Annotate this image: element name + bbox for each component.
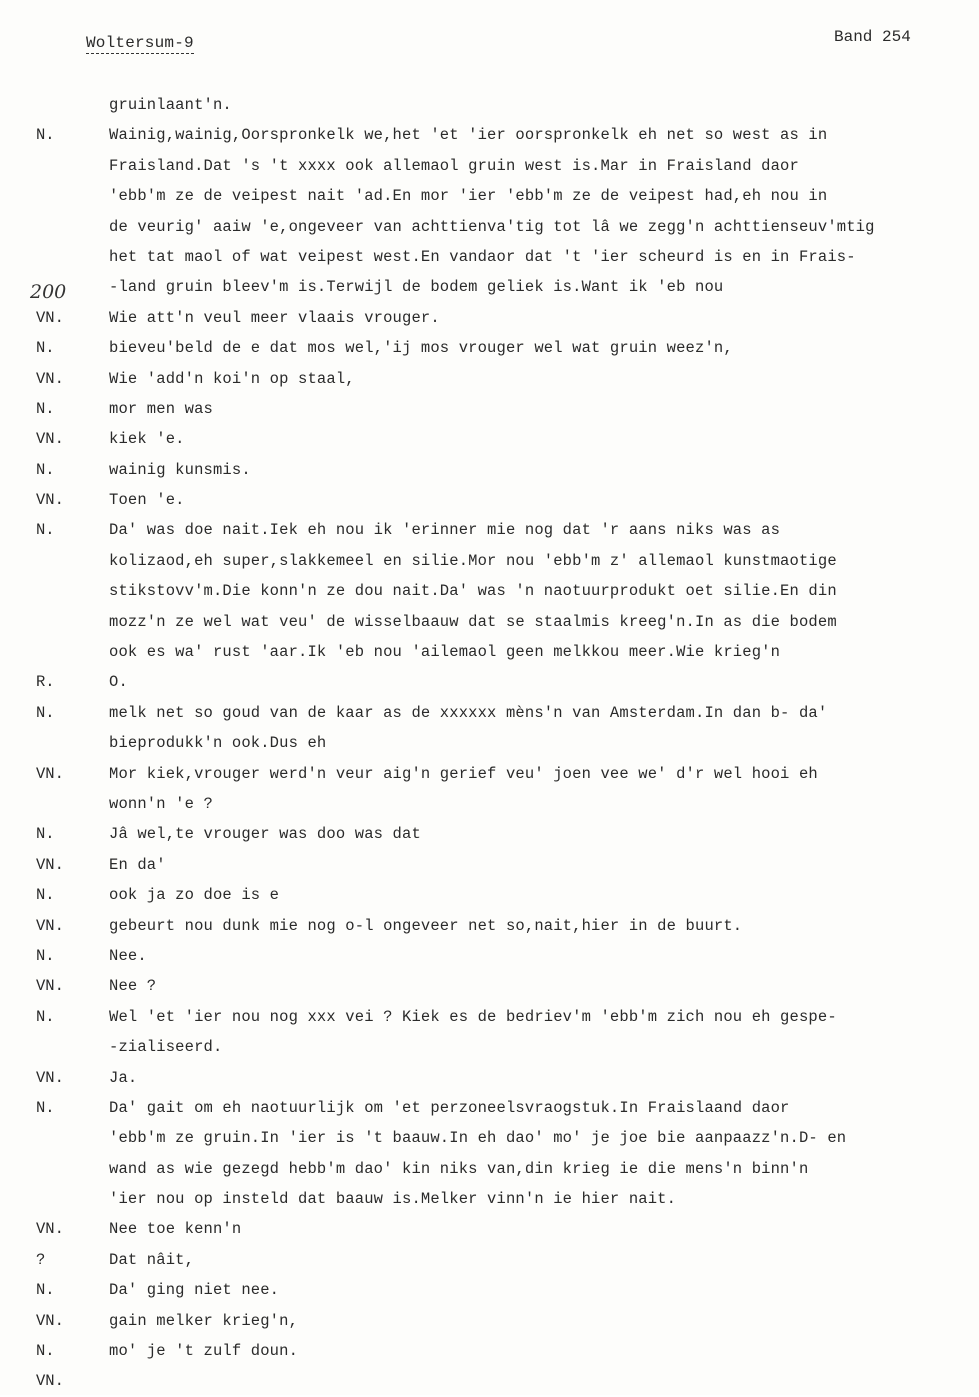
speaker-label: VN. xyxy=(36,916,64,935)
transcript-line: -land gruin bleev'm is.Terwijl de bodem geliek is.Want ik 'eb nou xyxy=(109,278,724,297)
transcript-turn xyxy=(0,911,979,941)
speaker-label: N. xyxy=(36,886,55,905)
speaker-label: N. xyxy=(36,1281,55,1300)
transcript-turn xyxy=(0,1275,979,1305)
transcript-line: Ja. xyxy=(109,1068,138,1087)
transcript-line: gain melker krieg'n, xyxy=(109,1311,299,1330)
transcript-turn xyxy=(0,1093,979,1215)
speaker-label: N. xyxy=(36,825,55,844)
transcript-turn xyxy=(0,303,979,333)
speaker-label: VN. xyxy=(36,1311,64,1330)
transcript-line: wainig kunsmis. xyxy=(109,460,251,479)
transcript-line xyxy=(109,1366,979,1396)
transcript-line: Wie 'add'n koi'n op staal, xyxy=(109,369,355,388)
transcript-line: Da' was doe nait.Iek eh nou ik 'erinner mie nog dat 'r aans niks was as xyxy=(109,521,781,540)
transcript-turn xyxy=(0,424,979,454)
transcript-line: wonn'n 'e ? xyxy=(109,794,213,813)
transcript-line: Wie att'n veul meer vlaais vrouger. xyxy=(109,308,440,327)
speaker-label: VN. xyxy=(36,1068,64,1087)
transcript-line: Nee ? xyxy=(109,977,157,996)
transcript-turn xyxy=(0,455,979,485)
transcript-turn xyxy=(0,333,979,363)
transcript-turn xyxy=(0,1214,979,1244)
transcript-turn xyxy=(0,819,979,849)
transcript-turn xyxy=(0,1306,979,1336)
transcript-turn xyxy=(0,667,979,697)
transcript-turn xyxy=(0,1366,979,1396)
speaker-label: VN. xyxy=(36,855,64,874)
transcript-line: de veurig' aaiw 'e,ongeveer van achttienva'tig tot lâ we zegg'n achttienseuv'mtig xyxy=(109,217,875,236)
transcript-turn xyxy=(0,485,979,515)
transcript-turn xyxy=(0,1002,979,1063)
transcript-turn xyxy=(0,850,979,880)
speaker-label: N. xyxy=(36,703,55,722)
transcript-line: En da' xyxy=(109,855,166,874)
transcript-line: Fraisland.Dat 's 't xxxx ook allemaol gruin west is.Mar in Fraisland daor xyxy=(109,156,799,175)
transcript-line: kiek 'e. xyxy=(109,430,185,449)
transcript-turn xyxy=(0,120,979,302)
band-number: Band 254 xyxy=(834,28,911,46)
transcript-turn xyxy=(0,1245,979,1275)
transcript-turn xyxy=(0,1336,979,1366)
transcript-line: -zialiseerd. xyxy=(109,1038,223,1057)
transcript-line: stikstovv'm.Die konn'n ze dou nait.Da' was 'n naotuurprodukt oet silie.En din xyxy=(109,582,837,601)
speaker-label: VN. xyxy=(36,308,64,327)
transcript-line: mo' je 't zulf doun. xyxy=(109,1342,299,1361)
transcript-line: wand as wie gezegd hebb'm dao' kin niks van,din krieg ie die mens'n binn'n xyxy=(109,1159,809,1178)
speaker-label: N. xyxy=(36,1342,55,1361)
transcript-line: ook es wa' rust 'aar.Ik 'eb nou 'ailemaol geen melkkou meer.Wie krieg'n xyxy=(109,643,781,662)
transcript-turn xyxy=(0,515,979,667)
transcript-line: mozz'n ze wel wat veu' de wisselbaauw dat se staalmis kreeg'n.In as die bodem xyxy=(109,612,837,631)
transcript-line: bieveu'beld de e dat mos wel,'ij mos vrouger wel wat gruin weez'n, xyxy=(109,339,733,358)
transcript-line: gruinlaant'n. xyxy=(109,96,232,114)
transcript-line: mor men was xyxy=(109,399,213,418)
transcript-line: 'ebb'm ze gruin.In 'ier is 't baauw.In eh dao' mo' je joe bie aanpaazz'n.D- en xyxy=(109,1129,847,1148)
transcript-line: Toen 'e. xyxy=(109,491,185,510)
speaker-label: N. xyxy=(36,946,55,965)
speaker-label: VN. xyxy=(36,1220,64,1239)
speaker-label: N. xyxy=(36,339,55,358)
transcript-id: Woltersum-9 xyxy=(86,34,194,52)
transcript-line: Da' ging niet nee. xyxy=(109,1281,280,1300)
transcript-line: Da' gait om eh naotuurlijk om 'et perzoneelsvraogstuk.In Fraislaand daor xyxy=(109,1098,790,1117)
transcript-line: Wel 'et 'ier nou nog xxx vei ? Kiek es de bedriev'm 'ebb'm zich nou eh gespe- xyxy=(109,1007,837,1026)
transcript-turn xyxy=(0,364,979,394)
speaker-label: N. xyxy=(36,460,55,479)
transcript-line: Jâ wel,te vrouger was doo was dat xyxy=(109,825,421,844)
speaker-label: N. xyxy=(36,399,55,418)
transcript-turn xyxy=(0,394,979,424)
transcript-line: Nee toe kenn'n xyxy=(109,1220,242,1239)
transcript-line: Mor kiek,vrouger werd'n veur aig'n gerief veu' joen vee we' d'r wel hooi eh xyxy=(109,764,818,783)
transcript-turn xyxy=(0,941,979,971)
transcript-line: Dat nâit, xyxy=(109,1250,195,1269)
transcript-turn xyxy=(0,1063,979,1093)
transcript-turn xyxy=(0,90,979,120)
transcript-line: O. xyxy=(109,673,128,692)
speaker-label: VN. xyxy=(36,1372,64,1391)
transcript-body xyxy=(0,90,979,1397)
speaker-label: N. xyxy=(36,1098,55,1117)
transcript-turn xyxy=(0,880,979,910)
transcript-line: Nee. xyxy=(109,946,147,965)
transcript-turn xyxy=(0,698,979,759)
speaker-label: VN. xyxy=(36,977,64,996)
speaker-label: VN. xyxy=(36,491,64,510)
transcript-line: kolizaod,eh super,slakkemeel en silie.Mor nou 'ebb'm z' allemaol kunstmaotige xyxy=(109,551,837,570)
transcript-line: gebeurt nou dunk mie nog o-l ongeveer net so,nait,hier in de buurt. xyxy=(109,916,743,935)
transcript-line: 'ebb'm ze de veipest nait 'ad.En mor 'ier 'ebb'm ze de veipest had,eh nou in xyxy=(109,187,828,206)
handwritten-margin-note: 200 xyxy=(30,281,67,303)
transcript-line: ook ja zo doe is e xyxy=(109,886,280,905)
transcript-line: 'ier nou op insteld dat baauw is.Melker vinn'n ie hier nait. xyxy=(109,1190,677,1209)
speaker-label: N. xyxy=(36,1007,55,1026)
transcript-line: melk net so goud van de kaar as de xxxxxx mèns'n van Amsterdam.In dan b- da' xyxy=(109,703,828,722)
speaker-label: N. xyxy=(36,126,55,145)
speaker-label: VN. xyxy=(36,764,64,783)
speaker-label: ? xyxy=(36,1250,46,1269)
speaker-label: R. xyxy=(36,673,55,692)
transcript-turn xyxy=(0,759,979,820)
transcript-turn xyxy=(0,971,979,1001)
transcript-line: Wainig,wainig,Oorspronkelk we,het 'et 'ier oorspronkelk eh net so west as in xyxy=(109,126,828,145)
speaker-label: N. xyxy=(36,521,55,540)
speaker-label: VN. xyxy=(36,369,64,388)
transcript-line: het tat maol of wat veipest west.En vandaor dat 't 'ier scheurd is en in Frais- xyxy=(109,247,856,266)
speaker-label: VN. xyxy=(36,430,64,449)
transcript-line: bieprodukk'n ook.Dus eh xyxy=(109,734,327,753)
